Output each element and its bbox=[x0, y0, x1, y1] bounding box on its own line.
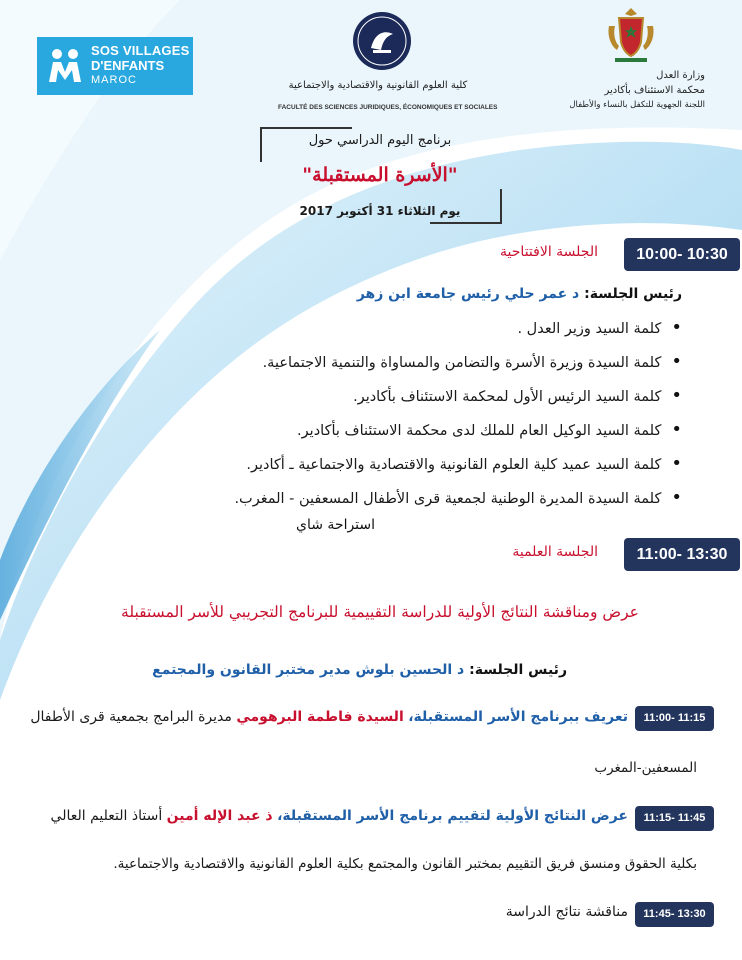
faculty-logo bbox=[278, 8, 498, 113]
talk-time-badge: 11:45- 13:30 bbox=[635, 902, 714, 927]
list-item: • كلمة السيدة وزيرة الأسرة والتضامن والمساواة والتنمية الاجتماعية. bbox=[234, 345, 682, 379]
talk-continuation: بكلية الحقوق ومنسق فريق التقييم بمختبر القانون والمجتمع بكلية العلوم القانونية والاقتصادية والاجتماعية. bbox=[113, 856, 697, 872]
committee-name: اللجنة الجهوية للتكفل بالنساء والأطفال bbox=[569, 100, 705, 110]
faculty-emblem-icon bbox=[351, 10, 413, 72]
chair-label: رئيس الجلسة: bbox=[469, 662, 567, 678]
talk-time-badge: 11:00- 11:15 bbox=[635, 706, 714, 731]
program-date: يوم الثلاثاء 31 أكتوبر 2017 bbox=[299, 204, 461, 218]
opening-session-chair bbox=[357, 286, 682, 302]
talk-speaker: السيدة فاطمة البرهومي bbox=[236, 709, 404, 725]
program-pre-title: برنامج اليوم الدراسي حول bbox=[308, 133, 452, 148]
talk-line bbox=[30, 709, 628, 725]
talk-speaker: ذ عبد الإله أمين bbox=[166, 808, 273, 824]
talk-topic: عرض النتائج الأولية لتقييم برنامج الأسر المستقبلة، bbox=[277, 808, 628, 824]
opening-session-title: الجلسة الافتتاحية bbox=[500, 244, 598, 260]
list-item: • كلمة السيد الرئيس الأول لمحكمة الاستئناف بأكادير. bbox=[234, 379, 682, 413]
talk-continuation: المسعفين-المغرب bbox=[594, 760, 697, 776]
sos-villages-logo bbox=[37, 37, 193, 95]
opening-session-time-badge: 10:00- 10:30 bbox=[624, 238, 740, 271]
tea-break: استراحة شاي bbox=[296, 517, 376, 533]
talk-topic: تعريف ببرنامج الأسر المستقبلة، bbox=[408, 709, 628, 725]
talk-role: مديرة البرامج بجمعية قرى الأطفال bbox=[30, 709, 232, 725]
list-item: • كلمة السيدة المديرة الوطنية لجمعية قرى الأطفال المسعفين - المغرب. bbox=[234, 481, 682, 515]
sos-logo-line3: MAROC bbox=[91, 74, 137, 86]
scientific-session-chair bbox=[152, 662, 567, 678]
talk-line bbox=[506, 904, 628, 920]
scientific-session-title: الجلسة العلمية bbox=[512, 544, 598, 560]
ministry-name: وزارة العدل bbox=[656, 70, 705, 81]
talk-line bbox=[51, 808, 628, 824]
scientific-session-headline: عرض ومناقشة النتائج الأولية للدراسة التقييمية للبرنامج التجريبي للأسر المستقبلة bbox=[121, 603, 639, 621]
talk-time-badge: 11:15- 11:45 bbox=[635, 806, 714, 831]
court-name: محكمة الاستئناف بأكادير bbox=[604, 85, 705, 96]
ministry-logo bbox=[555, 6, 705, 116]
coat-of-arms-icon bbox=[605, 6, 657, 64]
program-main-title: "الأسرة المستقبلة" bbox=[302, 164, 458, 186]
list-item: • كلمة السيد عميد كلية العلوم القانونية والاقتصادية والاجتماعية ـ أكادير. bbox=[234, 447, 682, 481]
list-item: • كلمة السيد وزير العدل . bbox=[234, 311, 682, 345]
opening-speeches-list bbox=[234, 311, 682, 515]
children-icon bbox=[46, 46, 84, 84]
faculty-name-french: FACULTÉ DES SCIENCES JURIDIQUES, ÉCONOMIQUES ET SOCIALES bbox=[278, 104, 498, 111]
sos-logo-line2: D'ENFANTS bbox=[91, 58, 165, 73]
chair-name: د الحسين بلوش مدير مختبر القانون والمجتمع bbox=[152, 662, 465, 678]
talk-role: مناقشة نتائج الدراسة bbox=[505, 904, 628, 920]
chair-name: د عمر حلي رئيس جامعة ابن زهر bbox=[356, 286, 580, 302]
scientific-session-time-badge: 11:00- 13:30 bbox=[624, 538, 740, 571]
faculty-name-arabic: كلية العلوم القانونية والاقتصادية والاجتماعية bbox=[288, 80, 468, 91]
list-item: • كلمة السيد الوكيل العام للملك لدى محكمة الاستئناف بأكادير. bbox=[234, 413, 682, 447]
sos-logo-line1: SOS VILLAGES bbox=[91, 43, 190, 58]
chair-label: رئيس الجلسة: bbox=[584, 286, 682, 302]
talk-role: أستاذ التعليم العالي bbox=[50, 808, 163, 824]
